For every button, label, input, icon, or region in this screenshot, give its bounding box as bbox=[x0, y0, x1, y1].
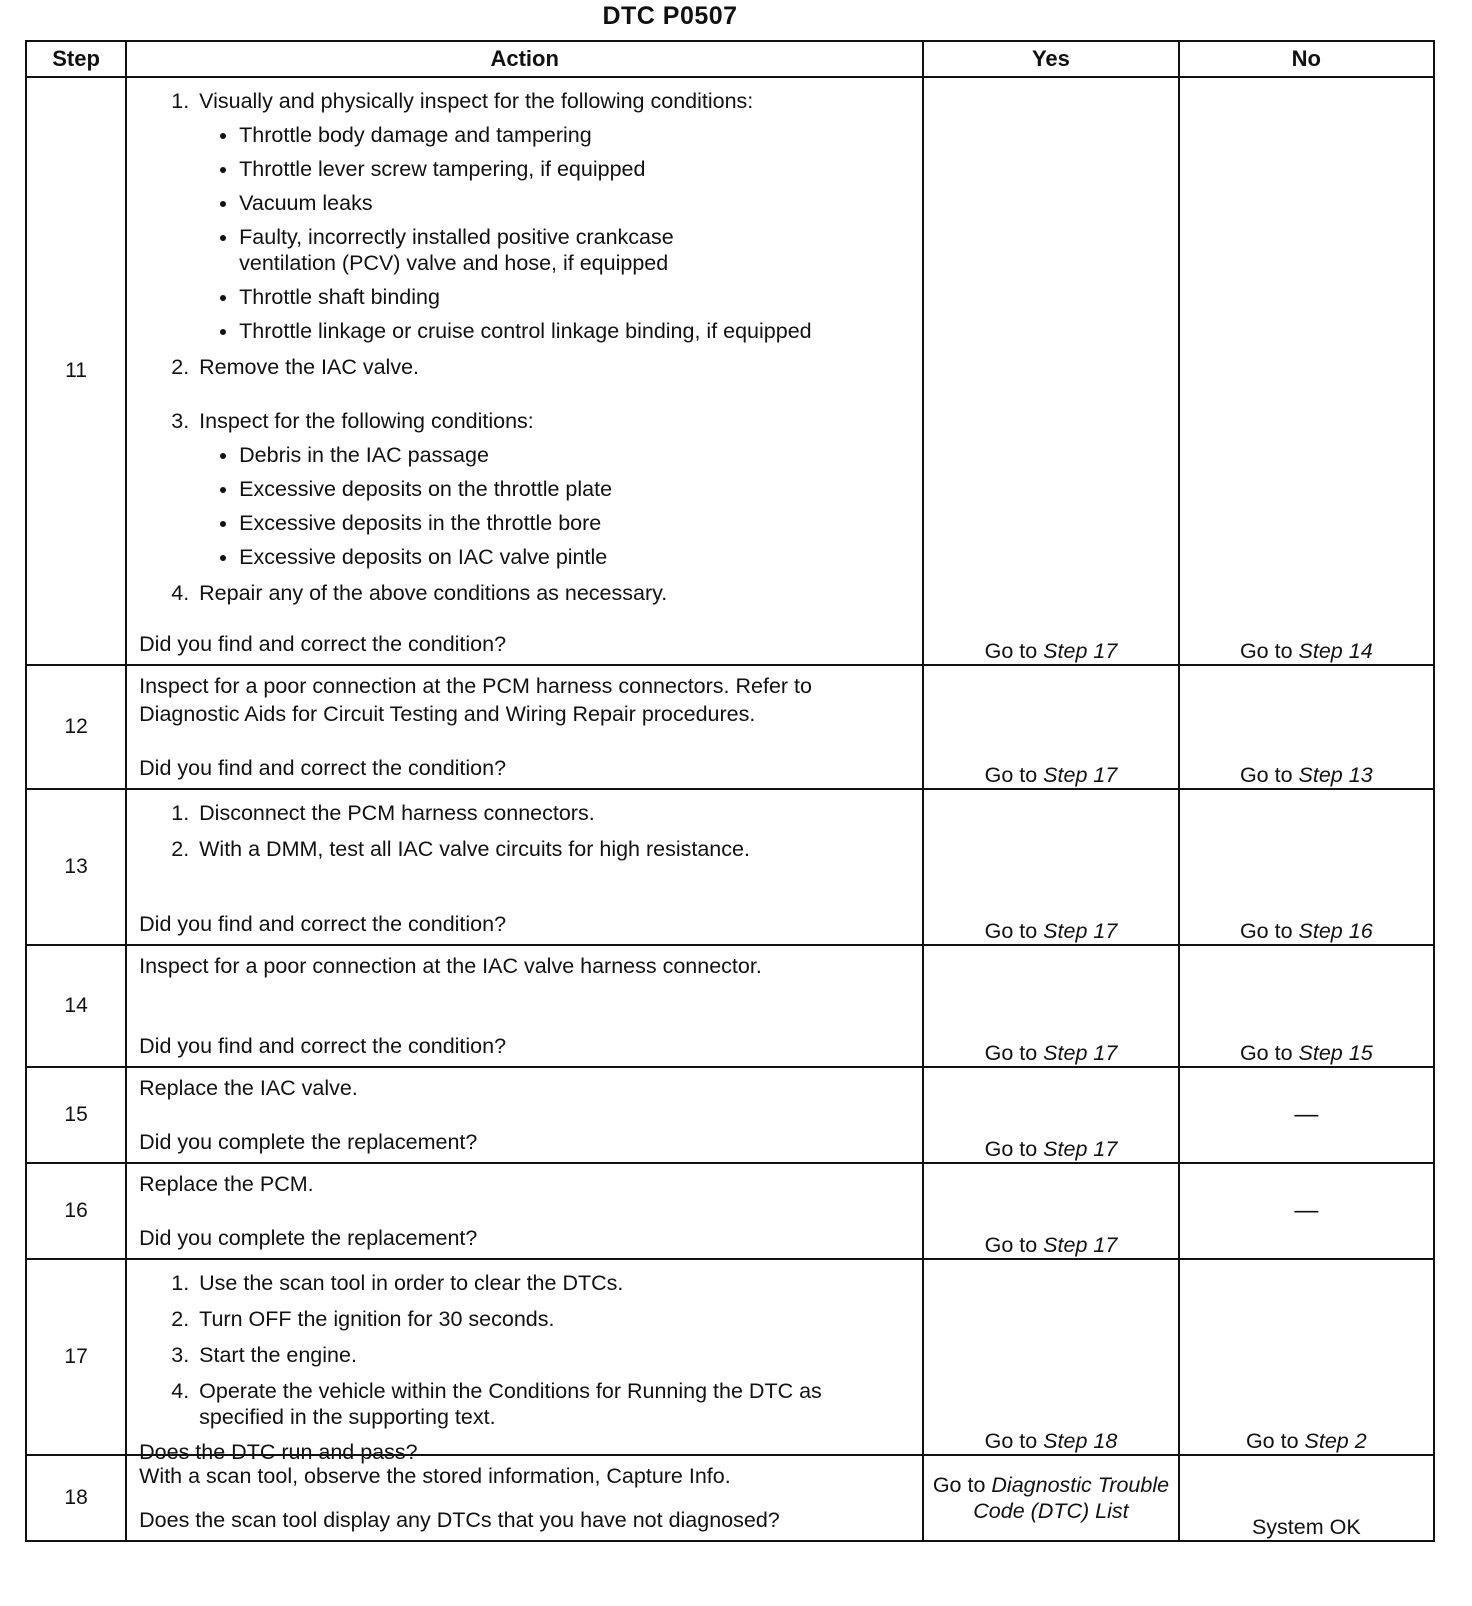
goto-link[interactable]: Go to Step 17 bbox=[984, 639, 1118, 663]
step-number: 11 bbox=[26, 77, 126, 665]
step-number: 13 bbox=[26, 789, 126, 945]
yes-cell bbox=[923, 789, 1178, 945]
yes-cell bbox=[923, 1455, 1178, 1541]
action-step: 3. Start the engine. bbox=[195, 1342, 910, 1368]
goto-link[interactable]: Go to Diagnostic Trouble Code (DTC) List bbox=[932, 1473, 1170, 1523]
no-cell bbox=[1179, 77, 1434, 665]
table-row-step-11 bbox=[26, 77, 1434, 665]
yes-cell bbox=[923, 1259, 1178, 1455]
no-cell bbox=[1179, 1259, 1434, 1455]
goto-link[interactable]: Go to Step 13 bbox=[1239, 763, 1373, 787]
step-number: 12 bbox=[26, 665, 126, 789]
no-value: — bbox=[1294, 1197, 1319, 1224]
action-steps bbox=[139, 800, 910, 872]
yes-cell bbox=[923, 665, 1178, 789]
action-steps bbox=[139, 1270, 910, 1430]
no-cell bbox=[1179, 789, 1434, 945]
table-row-step-13 bbox=[26, 789, 1434, 945]
question-text: Does the scan tool display any DTCs that you have not diagnosed? bbox=[139, 1508, 780, 1532]
question-text: Did you find and correct the condition? bbox=[139, 1034, 507, 1058]
action-step: 2. With a DMM, test all IAC valve circuits for high resistance. bbox=[195, 836, 910, 862]
header-action: Action bbox=[126, 41, 923, 77]
table-row-step-17 bbox=[26, 1259, 1434, 1455]
question-text: Did you find and correct the condition? bbox=[139, 912, 507, 936]
step-number: 15 bbox=[26, 1067, 126, 1163]
page-title: DTC P0507 bbox=[602, 2, 738, 30]
goto-link[interactable]: Go to Step 14 bbox=[1239, 639, 1373, 663]
action-cell bbox=[126, 1163, 923, 1259]
goto-link[interactable]: Go to Step 17 bbox=[984, 919, 1118, 943]
step-number: 17 bbox=[26, 1259, 126, 1455]
action-text: Replace the IAC valve. bbox=[139, 1076, 358, 1100]
condition-item: • Faulty, incorrectly installed positive crankcase ventilation (PCV) valve and hose, if equipped bbox=[239, 224, 739, 276]
question-text: Does the DTC run and pass? bbox=[139, 1440, 418, 1464]
question-text: Did you complete the replacement? bbox=[139, 1130, 478, 1154]
goto-link[interactable]: Go to Step 17 bbox=[984, 1137, 1118, 1161]
no-value: System OK bbox=[1251, 1515, 1361, 1539]
action-cell bbox=[126, 1455, 923, 1541]
action-step: 4. Repair any of the above conditions as necessary. bbox=[195, 580, 910, 606]
action-step: 1. Disconnect the PCM harness connectors. bbox=[195, 800, 910, 826]
action-steps bbox=[139, 88, 910, 616]
yes-cell bbox=[923, 1163, 1178, 1259]
condition-list bbox=[199, 442, 910, 570]
yes-cell bbox=[923, 945, 1178, 1067]
question-text: Did you find and correct the condition? bbox=[139, 632, 507, 656]
goto-link[interactable]: Go to Step 17 bbox=[984, 1233, 1118, 1257]
header-yes: Yes bbox=[923, 41, 1178, 77]
goto-link[interactable]: Go to Step 2 bbox=[1245, 1429, 1367, 1453]
condition-item: • Vacuum leaks bbox=[239, 190, 910, 216]
action-step: 1. Visually and physically inspect for the following conditions: • Throttle body damage and tampering • Throttle lever screw tampering, if equipped • Vacuum leaks • Faulty, incorrectly installed positive crankcase ventilation (PCV) valve and hose, if equipped • Throttle shaft binding • Throttle linkage or cruise control linkage binding, if equipped bbox=[195, 88, 910, 344]
table-row-step-14 bbox=[26, 945, 1434, 1067]
no-cell bbox=[1179, 665, 1434, 789]
action-step: 4. Operate the vehicle within the Conditions for Running the DTC as specified in the supporting text. bbox=[195, 1378, 910, 1430]
question-text: Did you find and correct the condition? bbox=[139, 756, 507, 780]
condition-item: • Excessive deposits in the throttle bore bbox=[239, 510, 910, 536]
table-row-step-18 bbox=[26, 1455, 1434, 1541]
action-cell bbox=[126, 945, 923, 1067]
question-text: Did you complete the replacement? bbox=[139, 1226, 478, 1250]
action-cell bbox=[126, 665, 923, 789]
action-text: Replace the PCM. bbox=[139, 1172, 314, 1196]
condition-list bbox=[199, 122, 910, 344]
goto-link[interactable]: Go to Step 15 bbox=[1239, 1041, 1373, 1065]
no-cell bbox=[1179, 945, 1434, 1067]
header-step: Step bbox=[26, 41, 126, 77]
no-value: — bbox=[1294, 1101, 1319, 1128]
goto-link[interactable]: Go to Step 16 bbox=[1239, 919, 1373, 943]
diagnostic-table bbox=[25, 40, 1435, 1542]
no-cell bbox=[1179, 1455, 1434, 1541]
yes-cell bbox=[923, 77, 1178, 665]
goto-link[interactable]: Go to Step 17 bbox=[984, 1041, 1118, 1065]
action-step: 1. Use the scan tool in order to clear the DTCs. bbox=[195, 1270, 910, 1296]
action-cell bbox=[126, 789, 923, 945]
condition-item: • Throttle shaft binding bbox=[239, 284, 910, 310]
table-row-step-12 bbox=[26, 665, 1434, 789]
action-cell bbox=[126, 1067, 923, 1163]
goto-link[interactable]: Go to Step 17 bbox=[984, 763, 1118, 787]
action-step: 2. Remove the IAC valve. bbox=[195, 354, 910, 380]
condition-item: • Excessive deposits on the throttle plate bbox=[239, 476, 910, 502]
action-cell bbox=[126, 77, 923, 665]
action-text: Inspect for a poor connection at the PCM harness connectors. Refer to Diagnostic Aids for Circuit Testing and Wiring Repair procedures. bbox=[139, 674, 812, 726]
action-text: Inspect for a poor connection at the IAC valve harness connector. bbox=[139, 954, 762, 978]
step-number: 16 bbox=[26, 1163, 126, 1259]
condition-item: • Throttle linkage or cruise control linkage binding, if equipped bbox=[239, 318, 910, 344]
action-step: 2. Turn OFF the ignition for 30 seconds. bbox=[195, 1306, 910, 1332]
action-text: With a scan tool, observe the stored information, Capture Info. bbox=[139, 1464, 731, 1488]
action-step: 3. Inspect for the following conditions: • Debris in the IAC passage • Excessive deposits on the throttle plate • Excessive deposits in the throttle bore • Excessive deposits on IAC valve pintle bbox=[195, 408, 910, 570]
yes-cell bbox=[923, 1067, 1178, 1163]
step-number: 14 bbox=[26, 945, 126, 1067]
action-cell bbox=[126, 1259, 923, 1464]
table-header-row bbox=[26, 41, 1434, 77]
table-row-step-16 bbox=[26, 1163, 1434, 1259]
condition-item: • Throttle body damage and tampering bbox=[239, 122, 910, 148]
header-no: No bbox=[1179, 41, 1434, 77]
condition-item: • Throttle lever screw tampering, if equipped bbox=[239, 156, 910, 182]
condition-item: • Excessive deposits on IAC valve pintle bbox=[239, 544, 910, 570]
condition-item: • Debris in the IAC passage bbox=[239, 442, 910, 468]
step-number: 18 bbox=[26, 1455, 126, 1541]
no-cell bbox=[1179, 1163, 1434, 1259]
table-row-step-15 bbox=[26, 1067, 1434, 1163]
no-cell bbox=[1179, 1067, 1434, 1163]
goto-link[interactable]: Go to Step 18 bbox=[984, 1429, 1118, 1453]
